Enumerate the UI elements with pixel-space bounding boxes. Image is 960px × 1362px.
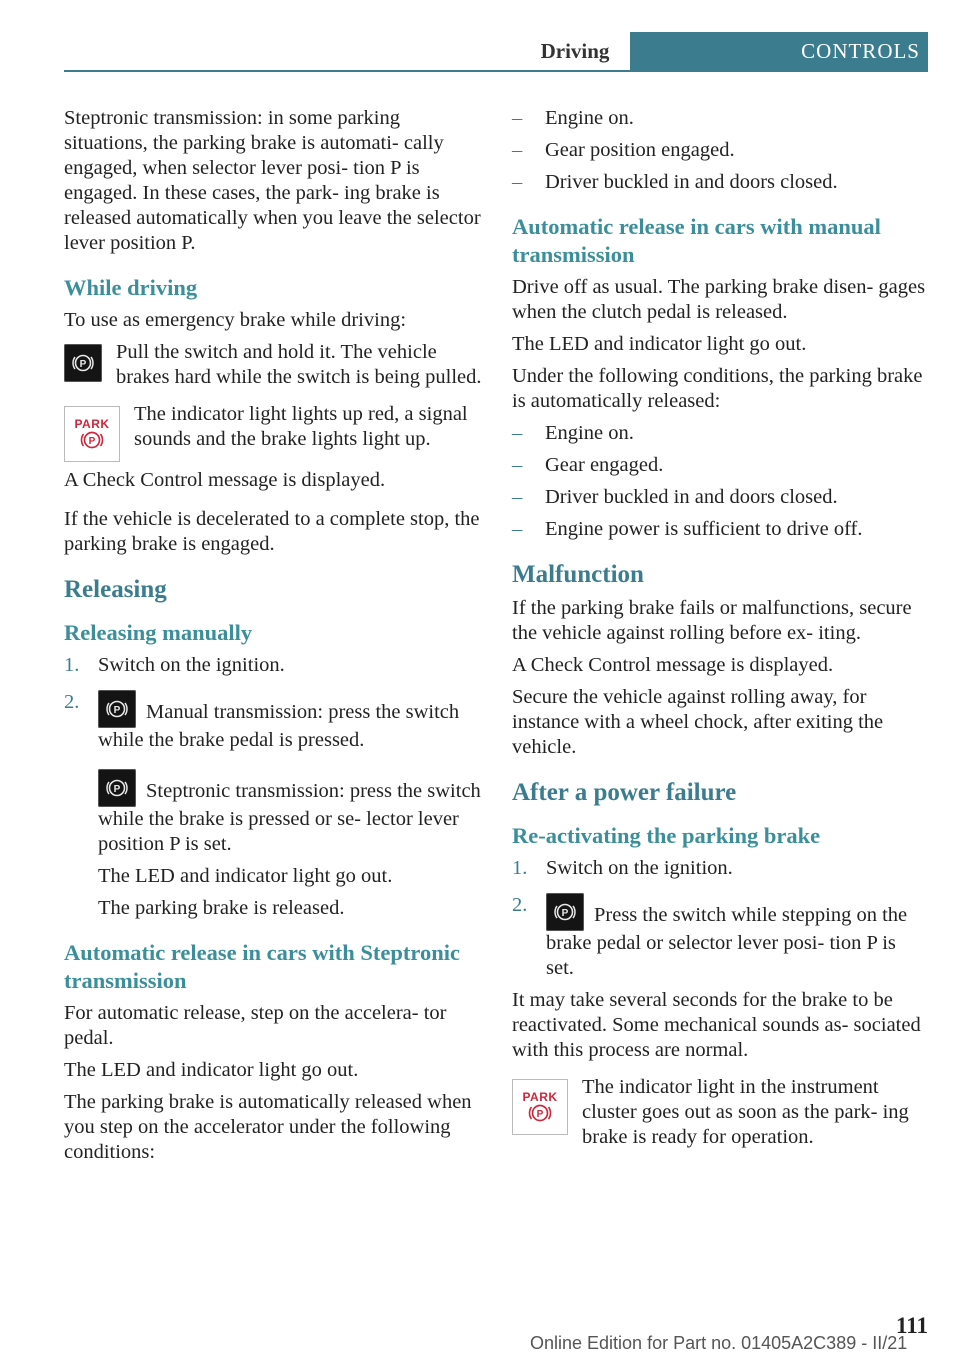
list-item: – Gear position engaged. — [512, 138, 928, 163]
auto-release-paragraph-2: The LED and indicator light go out. — [64, 1059, 359, 1081]
while-driving-heading: While driving — [64, 275, 198, 300]
footer-edition: Online Edition for Part no. 01405A2C389 - II/21 — [530, 1333, 908, 1353]
malfunction-paragraph-1: If the parking brake fails or malfunctions, secure the vehicle against rolling before ex‐ iting. — [512, 597, 912, 644]
list-item: – Driver buckled in and doors closed. — [512, 485, 928, 510]
malfunction-heading: Malfunction — [512, 561, 644, 588]
releasing-steps — [64, 653, 482, 921]
manual-release-paragraph-2: The LED and indicator light go out. — [512, 333, 807, 355]
svg-text:P: P — [113, 784, 121, 795]
decelerated-paragraph: If the vehicle is decelerated to a complete stop, the parking brake is engaged. — [64, 508, 480, 555]
svg-text:P: P — [536, 1109, 544, 1120]
manual-release-paragraph-3: Under the following conditions, the parking brake is automatically released: — [512, 365, 923, 412]
list-item: – Engine power is sufficient to drive off. — [512, 517, 928, 542]
list-item: 2. P Press the switch while stepping on the brake pedal or selector lever posi‐ tion P is set. — [512, 894, 908, 979]
check-control-message: A Check Control message is displayed. — [64, 469, 386, 491]
manual-conditions-list — [512, 421, 928, 542]
automatic-release-steptronic-heading: Automatic release in cars with Steptronic transmission — [64, 940, 460, 993]
page-number: 111 — [896, 1313, 928, 1338]
header-chapter-title: CONTROLS — [630, 32, 928, 70]
list-item: – Gear engaged. — [512, 453, 928, 478]
brake-switch-note — [64, 340, 482, 390]
left-column — [64, 106, 482, 1172]
list-item: 1. Switch on the ignition. — [64, 654, 285, 676]
list-item: – Engine on. — [512, 421, 928, 446]
park-indicator-note — [64, 402, 482, 462]
svg-text:P: P — [113, 705, 121, 716]
parking-brake-button-icon — [546, 893, 584, 931]
reactivation-paragraph: It may take several seconds for the brake to be reactivated. Some mechanical sounds as‐ sociated with this process are normal. — [512, 989, 921, 1061]
park-indicator-light-icon: PARK P — [512, 1079, 568, 1135]
list-item: 1. Switch on the ignition. — [512, 857, 733, 879]
releasing-manually-heading: Releasing manually — [64, 620, 253, 645]
auto-release-paragraph-1: For automatic release, step on the accelera‐ tor pedal. — [64, 1002, 447, 1049]
auto-release-paragraph-3: The parking brake is automatically released when you step on the accelerator under the following conditions: — [64, 1091, 472, 1163]
malfunction-paragraph-2: A Check Control message is displayed. — [512, 654, 834, 676]
svg-text:P: P — [561, 908, 569, 919]
list-item: – Engine on. — [512, 106, 928, 131]
while-driving-intro: To use as emergency brake while driving: — [64, 309, 407, 331]
automatic-release-manual-heading: Automatic release in cars with manual transmission — [512, 214, 881, 267]
park-indicator-note — [512, 1075, 928, 1150]
parking-brake-button-icon — [98, 769, 136, 807]
reactivating-heading: Re-activating the parking brake — [512, 823, 821, 848]
releasing-heading: Releasing — [64, 576, 167, 603]
svg-text:P: P — [88, 436, 96, 447]
malfunction-paragraph-3: Secure the vehicle against rolling away, for instance with a wheel chock, after exiting the vehicle. — [512, 686, 884, 758]
reactivating-steps — [512, 856, 928, 981]
brake-switch-note-text: Pull the switch and hold it. The vehicle brakes hard while the switch is being pulled. — [116, 341, 482, 388]
header-rule — [64, 70, 928, 72]
right-column — [512, 106, 928, 1156]
list-item: 2. P Manual transmission: press the switch while the brake pedal is pressed. P Steptronic transmission: press the switch while the brake is pressed or se‐ lector lever position P is set. The LED and indicator light go out. The parking brake is released. — [64, 691, 481, 919]
svg-text:P: P — [79, 359, 87, 370]
header-section-title: Driving — [540, 38, 610, 63]
intro-paragraph: Steptronic transmission: in some parking situations, the parking brake is automati‐ cally engaged, when selector lever posi‐ tion P is engaged. In these cases, the park‐ ing brake is released automatically when you leave the selector lever position P. — [64, 107, 481, 254]
parking-brake-button-icon — [64, 344, 102, 382]
steptronic-conditions-list — [512, 106, 928, 195]
park-indicator-note-text: The indicator light in the instrument cluster goes out as soon as the park‐ ing brake is ready for operation. — [582, 1076, 909, 1148]
park-indicator-light-icon: PARK P — [64, 406, 120, 462]
power-failure-heading: After a power failure — [512, 779, 737, 806]
parking-brake-button-icon — [98, 690, 136, 728]
list-item: – Driver buckled in and doors closed. — [512, 170, 928, 195]
manual-release-paragraph-1: Drive off as usual. The parking brake disen‐ gages when the clutch pedal is released. — [512, 276, 926, 323]
park-indicator-note-text: The indicator light lights up red, a signal sounds and the brake lights light up. — [134, 403, 468, 450]
